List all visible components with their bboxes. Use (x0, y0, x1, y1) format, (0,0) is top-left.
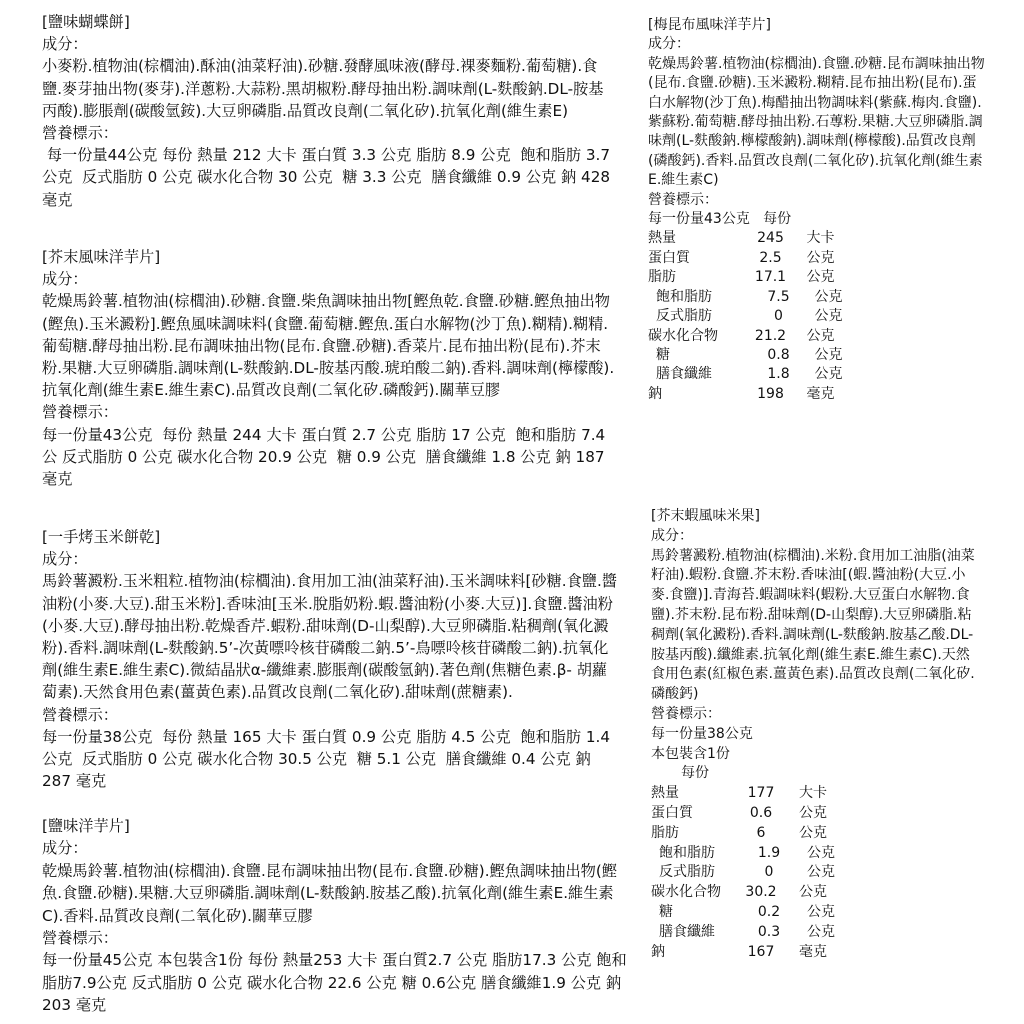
nutrition-row (651, 844, 976, 864)
nutrition-row (651, 943, 976, 963)
nutrition-row (648, 346, 988, 365)
nutrient-unit: 公克 (807, 923, 835, 940)
section-title: [梅昆布風味洋芋片] (648, 17, 771, 33)
package-servings: 本包裝含1份 (651, 745, 730, 762)
per-serving-header: 每份 (681, 765, 709, 782)
nutrient-name: 碳水化合物 (651, 884, 721, 901)
nutrient-value: 198 (757, 385, 784, 402)
nutrient-name: 糖 (656, 346, 670, 363)
nutrient-name: 膳食纖維 (659, 923, 715, 940)
ingredients-text: 乾燥馬鈴薯.植物油(棕櫚油).食鹽.砂糖.昆布調味抽出物(昆布.食鹽.砂糖).玉米澱粉.糊精.昆布抽出粉(昆布).蛋白水解物(沙丁魚).梅醋抽出物調味料(紫蘇.梅肉.食鹽).紫蘇粉.葡萄糖.酵母抽出粉.石蓴粉.果糖.大豆卵磷脂.調味劑(L-麩酸鈉.檸檬酸鈉).調味劑(檸檬酸).品質改良劑(磷酸鈣).香料.品質改良劑(二氧化矽).抗氧化劑(維生素E.維生素C) (648, 55, 985, 189)
section-title: [一手烤玉米餅乾] (42, 528, 161, 546)
nutrient-unit: 公克 (807, 864, 835, 881)
section-wasabi-shrimp-cracker (651, 507, 976, 962)
nutrition-text: 每一份量45公克 本包裝含1份 每份 熱量253 大卡 蛋白質2.7 公克 脂肪17.3 公克 飽和脂肪7.9公克 反式脂肪 0 公克 碳水化合物 22.6 公克 糖 0.6公克 膳食纖維1.9 公克 鈉 203 毫克 (42, 951, 627, 1015)
nutrient-name: 飽和脂肪 (656, 288, 712, 305)
nutrient-value: 0.8 (767, 346, 790, 363)
ingredients-label: 成分： (648, 36, 690, 53)
nutrient-name: 飽和脂肪 (659, 844, 715, 861)
nutrient-value: 0.2 (757, 903, 781, 920)
nutrient-unit: 公克 (806, 249, 835, 266)
nutrition-row (651, 923, 976, 943)
nutrition-row (648, 229, 988, 248)
nutrient-unit: 公克 (799, 804, 827, 821)
nutrition-label: 營養標示： (42, 705, 118, 724)
nutrient-value: 17.1 (754, 269, 787, 286)
nutrition-label: 營養標示： (651, 705, 721, 722)
nutrition-row (651, 824, 976, 844)
ingredients-text: 乾燥馬鈴薯.植物油(棕櫚油).食鹽.昆布調味抽出物(昆布.食鹽.砂糖).鰹魚調味抽出物(鰹魚.食鹽.砂糖).果糖.大豆卵磷脂.調味劑(L-麩酸鈉.胺基乙酸).抗氧化劑(維生素E.維生素C).香料.品質改良劑(二氧化矽).關華豆膠 (42, 861, 617, 925)
nutrient-value: 21.2 (754, 327, 787, 344)
ingredients-label: 成分： (42, 839, 88, 858)
nutrition-row (648, 327, 988, 346)
section-corn-cracker (42, 526, 617, 792)
nutrient-value: 1.9 (757, 844, 781, 861)
nutrient-value: 30.2 (745, 884, 777, 901)
serving-size: 每一份量43公克 每份 (648, 211, 792, 228)
nutrition-text: 每一份量44公克 每份 熱量 212 大卡 蛋白質 3.3 公克 脂肪 8.9 公克 飽和脂肪 3.7 公克 反式脂肪 0 公克 碳水化合物 30 公克 糖 3.3 公克 膳食纖維 0.9 公克 鈉 428 毫克 (42, 146, 615, 209)
nutrient-value: 0.3 (757, 923, 781, 940)
nutrient-unit: 公克 (807, 903, 835, 920)
nutrient-name: 脂肪 (648, 269, 676, 286)
nutrient-unit: 公克 (806, 327, 835, 344)
nutrition-row (651, 804, 976, 824)
nutrition-text: 每一份量43公克 每份 熱量 244 大卡 蛋白質 2.7 公克 脂肪 17 公克 飽和脂肪 7.4 公 反式脂肪 0 公克 碳水化合物 20.9 公克 糖 0.9 公克 膳食纖維 1.8 公克 鈉 187 毫克 (42, 425, 611, 489)
nutrient-name: 反式脂肪 (659, 864, 715, 881)
section-title: [芥末蝦風味米果] (651, 508, 760, 524)
nutrition-row (648, 288, 988, 307)
nutrient-name: 鈉 (648, 385, 662, 402)
nutrition-row (651, 903, 976, 923)
nutrition-row (648, 385, 988, 404)
section-salt-pretzel (42, 11, 617, 211)
nutrient-name: 碳水化合物 (648, 327, 718, 344)
nutrient-unit: 公克 (799, 824, 827, 841)
nutrient-name: 鈉 (651, 943, 665, 960)
nutrient-value: 0 (764, 864, 774, 881)
nutrient-name: 熱量 (648, 230, 676, 247)
nutrition-label: 營養標示： (42, 403, 118, 422)
ingredients-text: 小麥粉.植物油(棕櫚油).酥油(油菜籽油).砂糖.發酵風味液(酵母.裸麥麵粉.葡萄糖).食鹽.麥芽抽出物(麥芽).洋蔥粉.大蒜粉.黑胡椒粉.酵母抽出粉.調味劑(L-麩酸鈉.DL-胺基丙酸).膨脹劑(碳酸氫銨).大豆卵磷脂.品質改良劑(二氧化矽).抗氧化劑(維生素E) (42, 57, 604, 120)
section-wasabi-chips (42, 246, 617, 490)
nutrition-table (651, 784, 976, 962)
nutrient-value: 1.8 (767, 366, 790, 383)
nutrient-unit: 大卡 (806, 230, 835, 247)
section-title: [芥末風味洋芋片] (42, 248, 161, 266)
nutrient-value: 2.5 (759, 249, 782, 266)
nutrient-unit: 公克 (806, 269, 835, 286)
section-title: [鹽味洋芋片] (42, 817, 130, 835)
nutrition-row (648, 249, 988, 268)
nutrition-row (648, 307, 988, 326)
ingredients-text: 馬鈴薯澱粉.玉米粗粒.植物油(棕櫚油).食用加工油(油菜籽油).玉米調味料[砂糖.食鹽.醬油粉(小麥.大豆).甜玉米粉].香味油[玉米.脫脂奶粉.蝦.醬油粉(小麥.大豆)].食鹽.醬油粉(小麥.大豆).酵母抽出粉.乾燥香芹.蝦粉.甜味劑(D-山梨醇).大豆卵磷脂.粘稠劑(氧化澱粉).香料.調味劑(L-麩酸鈉.5’-次黃嘌呤核苷磷酸二鈉.5’-鳥嘌呤核苷磷酸二鈉).抗氧化劑(維生素E.維生素C).微結晶狀α-纖維素.膨脹劑(碳酸氫鈉).著色劑(焦糖色素.β- 胡蘿蔔素).天然食用色素(薑黃色素).品質改良劑(二氧化矽).甜味劑(蔗糖素). (42, 572, 617, 702)
nutrient-unit: 公克 (814, 308, 843, 325)
nutrient-name: 脂肪 (651, 824, 679, 841)
nutrient-unit: 毫克 (806, 385, 835, 402)
nutrition-row (651, 784, 976, 804)
nutrient-name: 膳食纖維 (656, 366, 712, 383)
ingredients-label: 成分： (42, 270, 88, 289)
nutrition-text: 每一份量38公克 每份 熱量 165 大卡 蛋白質 0.9 公克 脂肪 4.5 公克 飽和脂肪 1.4 公克 反式脂肪 0 公克 碳水化合物 30.5 公克 糖 5.1 公克 膳食纖維 0.4 公克 鈉 287 毫克 (42, 727, 615, 791)
section-salt-chips (42, 815, 627, 1017)
section-title: [鹽味蝴蝶餅] (42, 13, 130, 31)
nutrient-unit: 毫克 (799, 943, 827, 960)
nutrition-label: 營養標示： (648, 191, 718, 208)
nutrition-label: 營養標示： (42, 124, 118, 143)
nutrient-unit: 公克 (814, 366, 843, 383)
nutrient-value: 177 (747, 785, 775, 802)
nutrient-name: 反式脂肪 (656, 308, 712, 325)
nutrient-name: 蛋白質 (651, 804, 693, 821)
nutrient-unit: 公克 (814, 288, 843, 305)
nutrient-unit: 公克 (799, 884, 827, 901)
nutrient-unit: 公克 (814, 346, 843, 363)
nutrient-value: 0 (774, 308, 783, 325)
section-plum-kelp-chips (648, 16, 988, 404)
nutrient-value: 7.5 (767, 288, 790, 305)
ingredients-label: 成分： (651, 527, 693, 544)
nutrient-value: 167 (747, 943, 775, 960)
nutrition-row (651, 883, 976, 903)
ingredients-text: 馬鈴薯澱粉.植物油(棕櫚油).米粉.食用加工油脂(油菜籽油).蝦粉.食鹽.芥末粉.香味油[(蝦.醬油粉(大豆.小麥.食鹽)].青海苔.蝦調味料(蝦粉.大豆蛋白水解物.食鹽).芥末粉.昆布粉.甜味劑(D-山梨醇).大豆卵磷脂.粘稠劑(氧化澱粉).香料.調味劑(L-麩酸鈉.胺基乙酸.DL-胺基丙酸).纖維素.抗氧化劑(維生素E.維生素C).天然食用色素(紅椒色素.薑黃色素).品質改良劑(二氧化矽.磷酸鈣) (651, 547, 975, 703)
nutrient-value: 0.6 (749, 804, 773, 821)
nutrition-label: 營養標示： (42, 929, 118, 948)
nutrient-unit: 大卡 (799, 785, 827, 802)
nutrient-name: 熱量 (651, 785, 679, 802)
nutrition-row (648, 268, 988, 287)
nutrient-name: 糖 (659, 903, 673, 920)
nutrient-unit: 公克 (807, 844, 835, 861)
ingredients-label: 成分： (42, 550, 88, 569)
nutrition-table (648, 229, 988, 404)
nutrition-row (648, 365, 988, 384)
nutrient-value: 245 (757, 230, 784, 247)
ingredients-label: 成分： (42, 35, 88, 54)
nutrient-name: 蛋白質 (648, 249, 690, 266)
serving-size: 每一份量38公克 (651, 725, 753, 742)
ingredients-text: 乾燥馬鈴薯.植物油(棕櫚油).砂糖.食鹽.柴魚調味抽出物[鰹魚乾.食鹽.砂糖.鰹魚抽出物(鰹魚).玉米澱粉].鰹魚風味調味料(食鹽.葡萄糖.鰹魚.蛋白水解物(沙丁魚).糊精).糊精.葡萄糖.酵母抽出粉.昆布調味抽出物(昆布.食鹽.砂糖).香菜片.昆布抽出粉(昆布).芥末粉.果糖.大豆卵磷脂.調味劑(L-麩酸鈉.DL-胺基丙酸.琥珀酸二鈉).香料.調味劑(檸檬酸).抗氧化劑(維生素E.維生素C).品質改良劑(二氧化矽.磷酸鈣).關華豆膠 (42, 292, 615, 400)
nutrient-value: 6 (756, 824, 766, 841)
nutrition-row (651, 863, 976, 883)
